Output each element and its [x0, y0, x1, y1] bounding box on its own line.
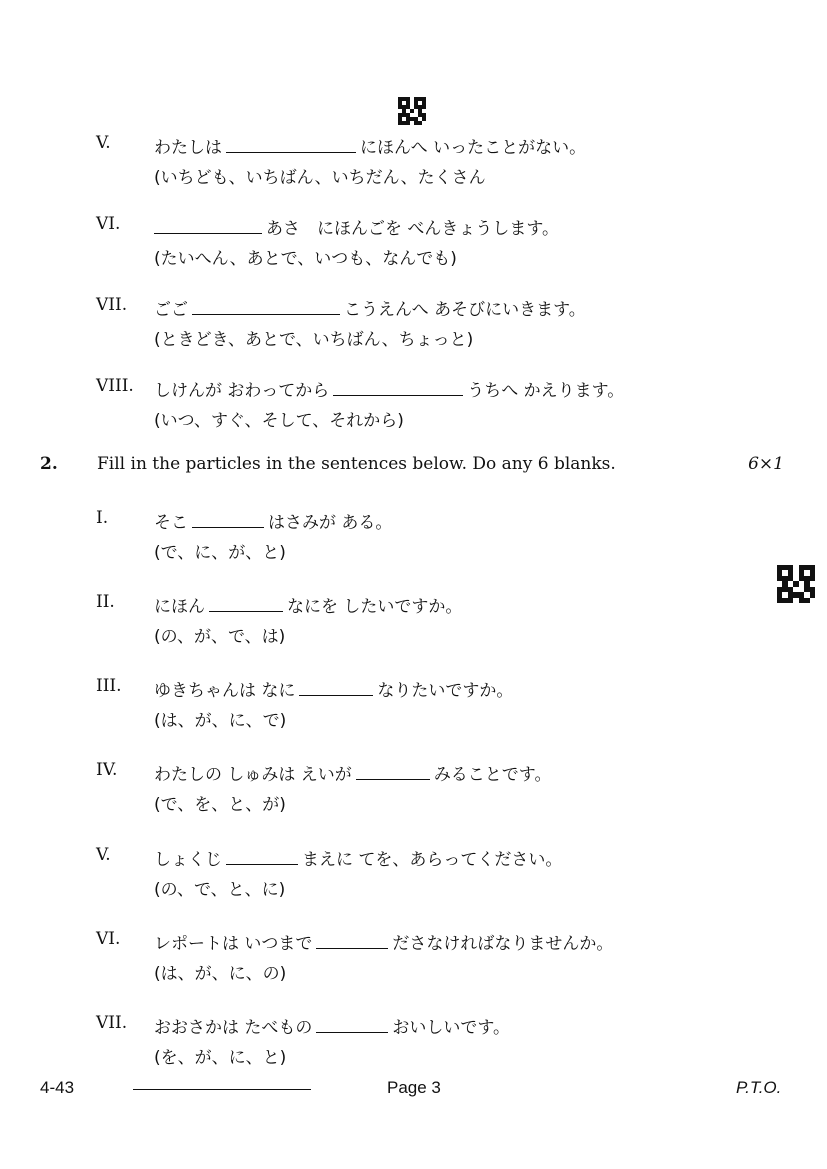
- item-number: V.: [96, 133, 111, 153]
- item-number: I.: [96, 508, 109, 528]
- options: (たいへん、あとで、いつも、なんでも): [154, 249, 457, 269]
- paper-code: 4-43: [40, 1078, 75, 1097]
- answer-blank: [316, 1017, 388, 1033]
- options: (は、が、に、で): [154, 711, 287, 731]
- item-number: VII.: [96, 295, 128, 315]
- sentence: そこ はさみが ある。: [154, 513, 393, 533]
- sentence: ごご こうえんへ あそびにいきます。: [154, 300, 586, 320]
- answer-blank: [192, 299, 340, 315]
- pto-label: P.T.O.: [736, 1078, 782, 1097]
- answer-blank: [333, 380, 463, 396]
- sentence: ゆきちゃんは なに なりたいですか。: [154, 681, 514, 701]
- options: (で、を、と、が): [154, 795, 286, 815]
- options: (は、が、に、の): [154, 964, 287, 984]
- answer-blank: [299, 680, 373, 696]
- marks-label: 6×1: [748, 454, 784, 474]
- question-number: 2.: [40, 454, 58, 474]
- sentence: わたしは にほんへ いったことがない。: [154, 138, 587, 158]
- item-number: VI.: [96, 929, 121, 949]
- question-text: Fill in the particles in the sentences below. Do any 6 blanks.: [97, 454, 616, 474]
- item-number: IV.: [96, 760, 118, 780]
- answer-blank: [226, 137, 356, 153]
- item-number: III.: [96, 676, 122, 696]
- sentence: レポートは いつまで ださなければなりませんか。: [154, 934, 614, 954]
- options: (で、に、が、と): [154, 543, 286, 563]
- answer-blank: [154, 218, 262, 234]
- sentence: にほん なにを したいですか。: [154, 597, 463, 617]
- options: (の、が、で、は): [154, 627, 286, 647]
- item-number: II.: [96, 592, 115, 612]
- answer-blank: [356, 764, 430, 780]
- options: (ときどき、あとで、いちばん、ちょっと): [154, 330, 474, 350]
- options: (いちども、いちばん、いちだん、たくさん: [154, 168, 486, 188]
- item-number: VI.: [96, 214, 121, 234]
- qr-code-icon: [777, 565, 815, 603]
- item-number: VII.: [96, 1013, 128, 1033]
- sentence: わたしの しゅみは えいが みることです。: [154, 765, 552, 785]
- item-number: V.: [96, 845, 111, 865]
- page-number: Page 3: [387, 1078, 441, 1097]
- item-number: VIII.: [96, 376, 134, 396]
- sentence: あさ にほんごを べんきょうします。: [154, 214, 559, 239]
- options: (を、が、に、と): [154, 1048, 287, 1068]
- sentence: おおさかは たべもの おいしいです。: [154, 1018, 511, 1038]
- sentence: しょくじ まえに てを、あらってください。: [154, 850, 563, 870]
- answer-blank: [209, 596, 283, 612]
- footer-divider: [133, 1089, 311, 1090]
- answer-blank: [226, 849, 298, 865]
- answer-blank: [316, 933, 388, 949]
- options: (の、で、と、に): [154, 880, 286, 900]
- answer-blank: [192, 512, 264, 528]
- sentence: しけんが おわってから うちへ かえります。: [154, 381, 625, 401]
- qr-code-icon: [398, 97, 426, 125]
- options: (いつ、すぐ、そして、それから): [154, 411, 404, 431]
